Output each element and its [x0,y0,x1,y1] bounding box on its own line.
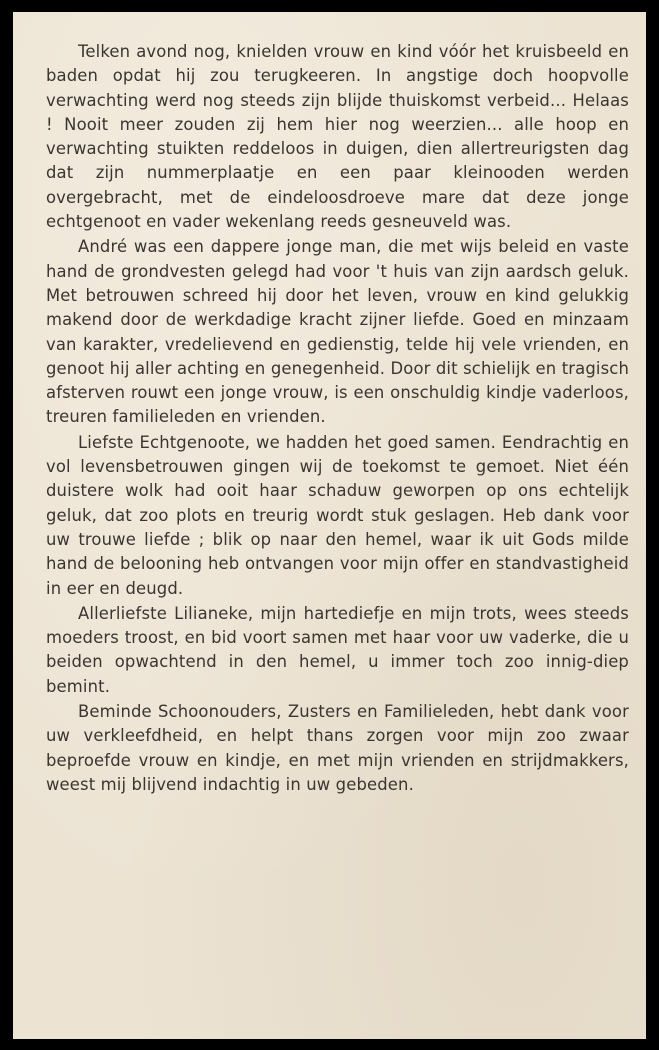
memorial-text [46,40,629,797]
paragraph-andre-character: André was een dappere jonge man, die met wijs beleid en vaste hand de grondvesten gelegd had voor 't huis van zijn aardsch geluk. Met betrouwen schreed hij door het leven, vrouw en kind gelukkig makend door de werkdadige kracht zijner liefde. Goed en minzaam van karakter, vredelievend en gedienstig, telde hij vele vrienden, en genoot hij aller achting en genegenheid. Door dit schielijk en tragisch afsterven rouwt een jonge vrouw, is een onschuldig kindje vaderloos, treuren familieleden en vrienden. [46,237,629,427]
paragraph-return-hope: Telken avond nog, knielden vrouw en kind vóór het kruisbeeld en baden opdat hij zou terugkeeren. In angstige doch hoopvolle verwachting werd nog steeds zijn blijde thuiskomst verbeid... Helaas ! Nooit meer zouden zij hem hier nog weerzien... alle hoop en verwachting stuikten reddeloos in duigen, dien allertreurigsten dag dat zijn nummerplaatje en een paar kleinooden werden overgebracht, met de eindeloosdroeve mare dat deze jonge echtgenoot en vader wekenlang reeds gesneuveld was. [46,42,629,232]
memorial-card [13,12,646,1039]
paragraph-to-daughter: Allerliefste Lilianeke, mijn hartediefje en mijn trots, wees steeds moeders troost, en bid voort samen met haar voor uw vaderke, die u beiden opwachtend in den hemel, u immer toch zoo innig-diep bemint. [46,603,629,696]
paragraph-to-wife: Liefste Echtgenoote, we hadden het goed samen. Eendrachtig en vol levensbetrouwen gingen wij de toekomst te gemoet. Niet één duistere wolk had ooit haar schaduw geworpen op ons echtelijk geluk, dat zoo plots en treurig wordt stuk geslagen. Heb dank voor uw trouwe liefde ; blik op naar den hemel, waar ik uit Gods milde hand de belooning heb ontvangen voor mijn offer en standvastigheid in eer en deugd. [46,432,629,598]
paragraph-to-family: Beminde Schoonouders, Zusters en Familieleden, hebt dank voor uw verkleefdheid, en helpt thans zorgen voor mijn zoo zwaar beproefde vrouw en kindje, en met mijn vrienden en strijdmakkers, weest mij blijvend indachtig in uw gebeden. [46,702,629,794]
